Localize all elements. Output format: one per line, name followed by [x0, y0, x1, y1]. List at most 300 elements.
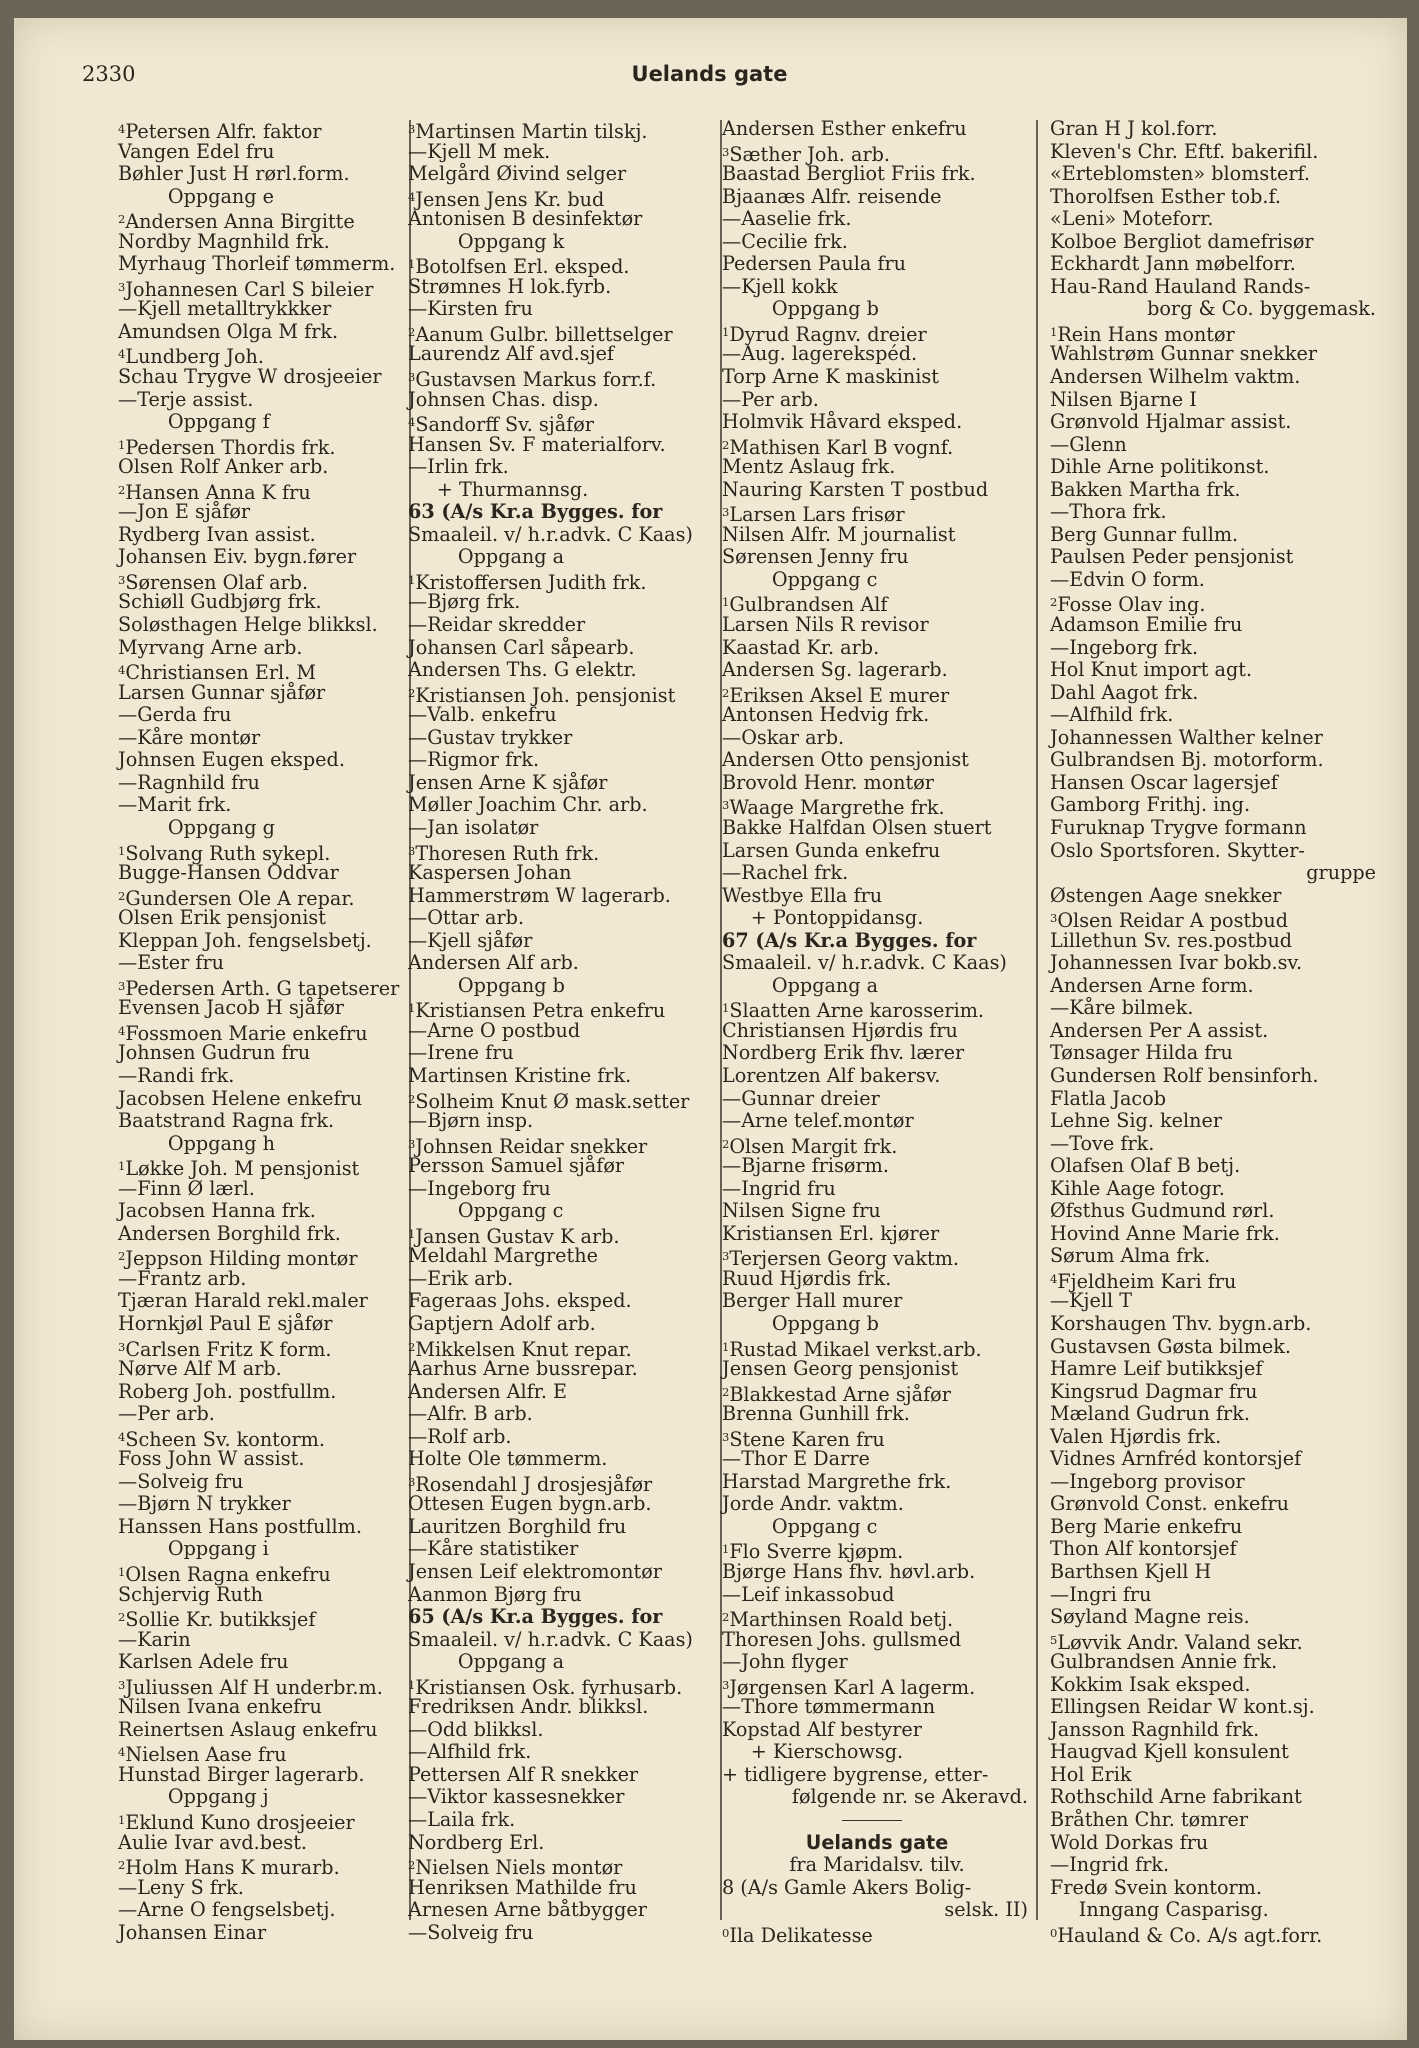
directory-entry [408, 1493, 718, 1516]
entry-text: —Bjørn insp. [408, 1109, 534, 1133]
entry-text: —Rachel frk. [722, 861, 849, 885]
directory-entry [408, 1155, 718, 1178]
entry-text: —Jon E sjåfør [118, 500, 251, 524]
directory-entry [408, 1313, 718, 1336]
directory-entry [118, 298, 408, 321]
directory-entry [118, 1561, 408, 1587]
entry-text: Eckhardt Jann møbelforr. [1050, 252, 1296, 276]
entry-text: Sørum Alma frk. [1050, 1244, 1211, 1268]
entry-text: Olafsen Olaf B betj. [1050, 1154, 1241, 1178]
directory-entry [118, 1381, 408, 1404]
entry-text: Kaastad Kr. arb. [722, 635, 880, 659]
entry-text: Thoresen Johs. gullsmed [722, 1627, 962, 1651]
floor-number: 4 [118, 122, 126, 136]
entry-text: —Per arb. [722, 387, 819, 411]
directory-entry [1050, 637, 1380, 660]
entry-text: Reinertsen Aslaug enkefru [118, 1717, 378, 1741]
directory-entry [722, 1538, 1032, 1564]
entry-text: Melgård Øivind selger [408, 162, 627, 186]
directory-column-2 [408, 118, 718, 1944]
entry-text: Schau Trygve W drosjeeier [118, 365, 382, 389]
directory-entry [1050, 1741, 1380, 1764]
entry-text: Evensen Jacob H sjåfør [118, 996, 344, 1020]
entry-text: Jacobsen Helene enkefru [118, 1086, 363, 1110]
entry-text: —Jan isolatør [408, 815, 539, 839]
floor-number: 1 [408, 257, 416, 272]
entry-text: Olsen Reidar A postbud [1057, 909, 1289, 933]
entry-text: Kolboe Bergliot damefrisør [1050, 229, 1314, 253]
directory-entry [118, 1877, 408, 1900]
column-divider [1036, 120, 1038, 1920]
entry-text: Nielsen Niels montør [415, 1856, 623, 1880]
directory-entry [118, 1493, 408, 1516]
stairway-heading [722, 569, 1032, 592]
directory-entry [408, 1832, 718, 1855]
stairway-heading [118, 411, 408, 434]
floor-number: 4 [118, 1429, 126, 1444]
entry-text: Øfsthus Gudmund rørl. [1050, 1199, 1275, 1223]
entry-text: Christiansen Hjørdis fru [722, 1018, 958, 1042]
entry-text: Schjervig Ruth [118, 1582, 263, 1606]
entry-text: Fjeldheim Kari fru [1057, 1270, 1237, 1294]
entry-text: Larsen Nils R revisor [722, 613, 929, 637]
floor-number: 3 [118, 572, 126, 587]
directory-entry [722, 1223, 1032, 1246]
directory-entry [722, 1651, 1032, 1674]
directory-entry [118, 1584, 408, 1607]
continuation-line [1050, 298, 1380, 321]
directory-entry [1050, 1561, 1380, 1584]
directory-entry [1050, 1516, 1380, 1539]
floor-number: 2 [722, 1136, 730, 1151]
directory-entry [1050, 727, 1380, 750]
directory-entry [1050, 118, 1380, 141]
entry-text: følgende nr. se Akeravd. [791, 1785, 1028, 1809]
entry-text: Jansen Gustav K arb. [415, 1224, 620, 1248]
directory-entry [722, 682, 1032, 705]
entry-text: —Ingri fru [1050, 1582, 1152, 1606]
directory-entry [1050, 546, 1380, 569]
directory-entry [722, 772, 1032, 795]
entry-text: Aanmon Bjørg fru [408, 1582, 582, 1606]
entry-text: Hauland & Co. A/s agt.forr. [1057, 1923, 1323, 1947]
entry-text: Jørgensen Karl A lagerm. [729, 1675, 976, 1699]
floor-number: 1 [408, 1226, 416, 1241]
entry-text: Persson Samuel sjåfør [408, 1154, 625, 1178]
entry-text: Johannessen Ivar bokb.sv. [1050, 951, 1303, 975]
directory-entry [1050, 1584, 1380, 1607]
directory-entry [722, 321, 1032, 347]
entry-text: —Oskar arb. [722, 725, 845, 749]
directory-entry [118, 1358, 408, 1381]
directory-entry [408, 1741, 718, 1764]
entry-text: —Terje assist. [118, 387, 254, 411]
directory-entry [118, 1832, 408, 1855]
directory-entry [722, 1065, 1032, 1088]
entry-text: Andersen Wilhelm vaktm. [1050, 365, 1301, 389]
directory-entry [1050, 1020, 1380, 1043]
floor-number: 4 [118, 663, 126, 678]
directory-entry [118, 1110, 408, 1133]
entry-text: Hansen Sv. F materialforv. [408, 432, 666, 456]
directory-entry [1050, 1448, 1380, 1471]
entry-text: Dyrud Ragnv. dreier [729, 323, 927, 347]
entry-text: Nordberg Erl. [408, 1830, 545, 1854]
entry-text: Aulie Ivar avd.best. [118, 1830, 308, 1854]
directory-entry [722, 1674, 1032, 1697]
entry-text: —Aaselie frk. [722, 207, 852, 231]
directory-entry [408, 1696, 718, 1719]
directory-entry [408, 208, 718, 231]
directory-entry [118, 321, 408, 344]
directory-entry [722, 163, 1032, 186]
directory-entry [1050, 411, 1380, 434]
entry-text: Kleven's Chr. Eftf. bakerifil. [1050, 139, 1319, 163]
directory-entry [1050, 1245, 1380, 1268]
directory-entry [722, 659, 1032, 682]
entry-text: Lillethun Sv. res.postbud [1050, 928, 1293, 952]
entry-text: —Gunnar dreier [722, 1086, 880, 1110]
entry-text: Strømnes H lok.fyrb. [408, 274, 612, 298]
entry-text: Blakkestad Arne sjåfør [729, 1382, 951, 1406]
directory-entry [1050, 524, 1380, 547]
directory-entry [408, 1245, 718, 1268]
directory-entry [1050, 1110, 1380, 1133]
entry-text: Rosendahl J drosjesjåfør [415, 1472, 653, 1496]
entry-text: Johannesen Carl S bileier [125, 278, 374, 301]
entry-text: —Thor E Darre [722, 1447, 870, 1471]
directory-entry [408, 614, 718, 637]
entry-text: Jensen Leif elektromontør [408, 1560, 662, 1583]
entry-text: Carlsen Fritz K form. [125, 1337, 332, 1361]
entry-text: —Ingeborg fru [408, 1176, 551, 1200]
directory-entry [118, 1696, 408, 1719]
entry-text: Gulbrandsen Bj. motorform. [1050, 748, 1324, 772]
entry-text: Torp Arne K maskinist [722, 365, 939, 389]
entry-text: Arnesen Arne båtbygger [408, 1898, 647, 1922]
entry-text: Andersen Esther enkefru [722, 117, 967, 140]
entry-text: Møller Joachim Chr. arb. [408, 793, 648, 817]
floor-number: 2 [408, 1091, 416, 1106]
directory-entry [1050, 1268, 1380, 1294]
directory-entry [408, 1516, 718, 1539]
entry-text: —Kjell metalltrykkker [118, 297, 332, 321]
entry-text: Grønvold Const. enkefru [1050, 1492, 1289, 1516]
directory-entry [408, 930, 718, 953]
entry-text: Pettersen Alf R snekker [408, 1762, 639, 1786]
cross-street-marker [722, 907, 1032, 930]
entry-text: «Leni» Moteforr. [1050, 207, 1214, 231]
stairway-heading [118, 1786, 408, 1809]
directory-entry [722, 1200, 1032, 1223]
entry-text: —Cecilie frk. [722, 229, 848, 253]
directory-entry [1050, 1200, 1380, 1223]
directory-entry [722, 727, 1032, 750]
floor-number: 2 [408, 1858, 416, 1873]
directory-entry [118, 637, 408, 660]
entry-text: Oppgang b [771, 297, 879, 321]
directory-entry [722, 1133, 1032, 1156]
directory-entry [722, 1922, 1032, 1945]
directory-entry [408, 1042, 718, 1065]
directory-entry [1050, 1065, 1380, 1088]
entry-text: Oppgang c [771, 1514, 878, 1538]
entry-text: Kaspersen Johan [408, 861, 572, 885]
directory-entry [118, 1200, 408, 1223]
entry-text: Hanssen Hans postfullm. [118, 1514, 362, 1538]
entry-text: Hansen Oscar lagersjef [1050, 770, 1278, 794]
directory-entry [408, 840, 718, 863]
entry-text: 65 (A/s Kr.a Bygges. for [408, 1605, 663, 1629]
floor-number: 1 [408, 572, 416, 587]
directory-entry [722, 1268, 1032, 1291]
directory-entry [1050, 1381, 1380, 1404]
directory-entry [408, 682, 718, 705]
floor-number: 2 [722, 437, 730, 452]
entry-text: Olsen Margit frk. [729, 1134, 898, 1158]
directory-entry [1050, 1696, 1380, 1719]
entry-text: Jansson Ragnhild frk. [1050, 1717, 1260, 1741]
entry-text: Sandorff Sv. sjåfør [415, 413, 594, 437]
entry-text: Fosse Olav ing. [1057, 593, 1206, 617]
directory-entry [118, 141, 408, 164]
floor-number: 3 [408, 1474, 416, 1489]
directory-entry [408, 1290, 718, 1313]
entry-text: Thon Alf kontorsjef [1050, 1537, 1237, 1561]
directory-entry [722, 840, 1032, 863]
directory-entry [722, 1493, 1032, 1516]
entry-text: —Kjell M mek. [408, 139, 551, 163]
entry-text: Gamborg Frithj. ing. [1050, 793, 1251, 817]
entry-text: —Arne O postbud [408, 1018, 581, 1042]
directory-entry [118, 118, 408, 144]
entry-text: Pedersen Arth. G tapetserer [125, 976, 400, 1000]
directory-entry [722, 1088, 1032, 1111]
cross-street-marker [1050, 1899, 1380, 1922]
directory-entry [118, 885, 408, 908]
stairway-heading [118, 817, 408, 840]
directory-entry [408, 1268, 718, 1291]
entry-text: Mæland Gudrun frk. [1050, 1402, 1250, 1426]
directory-entry [722, 1403, 1032, 1426]
directory-entry [118, 1042, 408, 1065]
entry-text: Kihle Aage fotogr. [1050, 1176, 1225, 1200]
directory-entry [1050, 1809, 1380, 1832]
floor-number: 2 [1050, 595, 1058, 610]
entry-text: Andersen Alfr. E [408, 1379, 568, 1403]
directory-entry [1050, 997, 1380, 1020]
directory-entry [1050, 253, 1380, 276]
entry-text: Søyland Magne reis. [1050, 1605, 1250, 1629]
directory-entry [722, 411, 1032, 434]
entry-text: Paulsen Peder pensjonist [1050, 545, 1294, 569]
directory-entry [722, 997, 1032, 1023]
directory-entry [408, 343, 718, 366]
entry-text: Ruud Hjørdis frk. [722, 1266, 892, 1290]
directory-entry [118, 975, 408, 998]
entry-text: —Reidar skredder [408, 613, 586, 637]
entry-text: selsk. II) [944, 1898, 1028, 1922]
entry-text: —Ragnhild fru [118, 770, 260, 794]
directory-entry [1050, 501, 1380, 524]
floor-number: 1 [118, 1813, 126, 1828]
directory-entry [722, 614, 1032, 637]
entry-text: Oppgang h [167, 1131, 276, 1155]
floor-number: 3 [722, 505, 730, 520]
directory-entry [408, 524, 718, 547]
entry-text: —Gerda fru [118, 703, 232, 727]
entry-text: Brovold Henr. montør [722, 770, 934, 794]
directory-entry [118, 1448, 408, 1471]
floor-number: 2 [118, 1249, 126, 1264]
entry-text: Ila Delikatesse [729, 1923, 873, 1947]
entry-text: Lehne Sig. kelner [1050, 1109, 1223, 1133]
directory-entry [118, 389, 408, 412]
entry-text: —Irene fru [408, 1041, 514, 1065]
entry-text: —Bjarne frisørm. [722, 1154, 889, 1178]
directory-entry [408, 1133, 718, 1156]
entry-text: Myrvang Arne arb. [118, 635, 303, 659]
entry-text: Wold Dorkas fru [1050, 1830, 1209, 1854]
directory-entry [118, 1899, 408, 1922]
entry-text: Harstad Margrethe frk. [722, 1469, 952, 1493]
entry-text: Scheen Sv. kontorm. [125, 1427, 325, 1451]
entry-text: Thorolfsen Esther tob.f. [1050, 184, 1282, 208]
floor-number: 0 [1050, 1925, 1058, 1940]
directory-entry [408, 298, 718, 321]
entry-text: Smaaleil. v/ h.r.advk. C Kaas) [722, 951, 1007, 975]
entry-text: Andersen Alf arb. [408, 951, 579, 975]
directory-entry [722, 524, 1032, 547]
entry-text: Oppgang a [771, 973, 879, 997]
entry-text: Holte Ole tømmerm. [408, 1447, 608, 1471]
directory-entry [118, 1403, 408, 1426]
directory-entry [408, 862, 718, 885]
section-rule [722, 1809, 1032, 1832]
directory-entry [408, 1358, 718, 1381]
entry-text: Sæther Joh. arb. [729, 142, 890, 166]
directory-entry [118, 727, 408, 750]
directory-entry [118, 840, 408, 863]
entry-text: Antonisen B desinfektør [408, 207, 643, 231]
entry-text: Petersen Alfr. faktor [125, 120, 322, 144]
directory-entry [1050, 389, 1380, 412]
floor-number: 2 [722, 1610, 730, 1625]
entry-text: 67 (A/s Kr.a Bygges. for [722, 928, 977, 952]
entry-text: Hammerstrøm W lagerarb. [408, 883, 671, 907]
entry-text: Sørensen Jenny fru [722, 545, 909, 569]
entry-text: —Kåre statistiker [408, 1537, 579, 1561]
directory-entry [722, 591, 1032, 617]
directory-entry [118, 276, 408, 299]
entry-text: —Rolf arb. [408, 1424, 512, 1448]
entry-text: Kingsrud Dagmar fru [1050, 1379, 1258, 1403]
entry-text: Gaptjern Adolf arb. [408, 1311, 596, 1335]
entry-text: Andersen Sg. lagerarb. [722, 658, 948, 682]
directory-entry [408, 118, 718, 144]
directory-entry [408, 1877, 718, 1900]
entry-text: Juliussen Alf H underbr.m. [125, 1675, 383, 1699]
continuation-line [722, 1899, 1032, 1922]
entry-text: —Kjell sjåfør [408, 928, 533, 952]
directory-entry [408, 952, 718, 975]
stairway-heading [722, 298, 1032, 321]
directory-entry [1050, 1877, 1380, 1900]
entry-text: Nilsen Signe fru [722, 1199, 881, 1223]
directory-entry [1050, 231, 1380, 254]
directory-entry [1050, 163, 1380, 186]
directory-entry [1050, 1133, 1380, 1156]
entry-text: Johnsen Eugen eksped. [118, 748, 345, 772]
directory-entry [1050, 1088, 1380, 1111]
directory-entry [118, 1922, 408, 1945]
directory-entry [408, 794, 718, 817]
directory-entry [722, 434, 1032, 457]
directory-entry [1050, 1358, 1380, 1381]
directory-entry [408, 817, 718, 840]
directory-entry [1050, 1336, 1380, 1359]
floor-number: 3 [722, 144, 730, 159]
entry-text: Andersen Ths. G elektr. [408, 658, 637, 682]
entry-text: Oppgang a [457, 1650, 565, 1674]
entry-text: —Finn Ø lærl. [118, 1176, 255, 1200]
directory-entry [408, 1065, 718, 1088]
directory-entry [1050, 1764, 1380, 1787]
entry-text: Lauritzen Borghild fru [408, 1514, 627, 1538]
page-number: 2330 [82, 62, 136, 86]
entry-text: Jorde Andr. vaktm. [722, 1492, 904, 1516]
directory-entry [118, 343, 408, 369]
entry-text: Martinsen Kristine frk. [408, 1063, 632, 1087]
floor-number: 4 [408, 189, 416, 204]
directory-entry [722, 1381, 1032, 1404]
directory-entry [408, 1561, 718, 1584]
entry-text: —Erik arb. [408, 1266, 514, 1290]
entry-text: Myrhaug Thorleif tømmerm. [118, 252, 396, 276]
directory-entry [1050, 276, 1380, 299]
entry-text: Gran H J kol.forr. [1050, 117, 1218, 140]
directory-entry [1050, 930, 1380, 953]
floor-number: 2 [722, 1384, 730, 1399]
entry-text: —Bjørn N trykker [118, 1492, 291, 1516]
directory-entry [118, 997, 408, 1020]
directory-entry [408, 389, 718, 412]
entry-text: + Thurmannsg. [436, 477, 589, 501]
entry-text: Bakke Halfdan Olsen stuert [722, 815, 992, 839]
directory-entry [1050, 1674, 1380, 1697]
entry-text: Gustavsen Markus forr.f. [415, 368, 657, 392]
entry-text: Flo Sverre kjøpm. [729, 1540, 904, 1564]
entry-text: —Kjell kokk [722, 274, 838, 298]
directory-entry [408, 141, 718, 164]
directory-entry [118, 1471, 408, 1494]
entry-text: Laurendz Alf avd.sjef [408, 342, 615, 366]
directory-entry [722, 479, 1032, 502]
directory-entry [118, 1245, 408, 1271]
directory-entry [408, 456, 718, 479]
entry-text: Gulbrandsen Annie frk. [1050, 1650, 1278, 1674]
entry-text: Soløsthagen Helge blikksl. [118, 613, 378, 637]
entry-text: Olsen Rolf Anker arb. [118, 455, 329, 479]
directory-entry [118, 501, 408, 524]
directory-entry [1050, 1538, 1380, 1561]
entry-text: Kristiansen Erl. kjører [722, 1221, 940, 1245]
floor-number: 4 [118, 1023, 126, 1038]
entry-text: Flatla Jacob [1050, 1086, 1166, 1110]
directory-entry [1050, 479, 1380, 502]
directory-entry [408, 1020, 718, 1043]
directory-entry [408, 321, 718, 347]
